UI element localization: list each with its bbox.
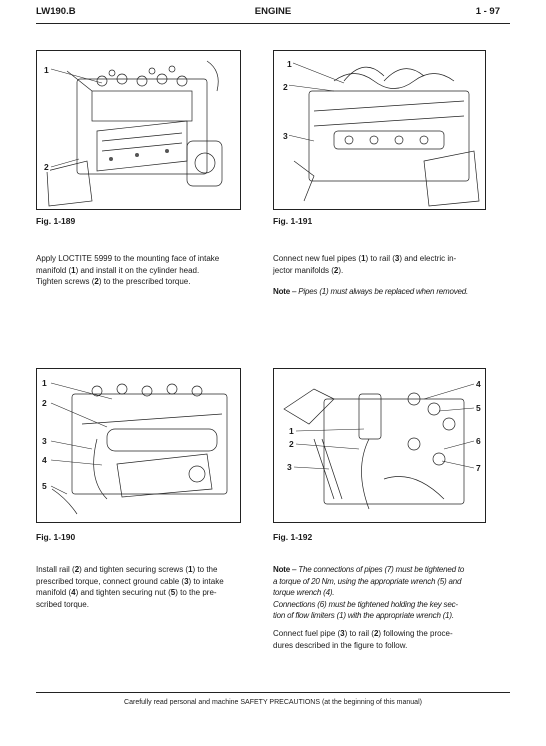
figure-caption: Fig. 1-189 — [36, 216, 76, 226]
callout-7: 7 — [476, 463, 481, 473]
callout-1: 1 — [42, 378, 47, 388]
callout-2: 2 — [44, 162, 49, 172]
note-paragraph: Note – Pipes (1) must always be replaced when removed. — [273, 287, 469, 296]
figure-1-190-image — [36, 368, 241, 523]
header-rule — [36, 23, 510, 24]
callout-1: 1 — [287, 59, 292, 69]
note-paragraph: Note – The connections of pipes (7) must be tightened to a torque of 20 Nm, using the appropriate wrench (5) and torque wrench (4). Connections (6) must be tightened holding the key sec- tion of flow limiters (1) with the appropriate wrench (1). — [273, 565, 465, 620]
footer-rule — [36, 692, 510, 693]
callout-3: 3 — [42, 436, 47, 446]
callout-4: 4 — [42, 455, 47, 465]
figure-caption: Fig. 1-191 — [273, 216, 313, 226]
engine-illustration — [274, 51, 486, 210]
callout-2: 2 — [42, 398, 47, 408]
engine-illustration — [37, 51, 241, 210]
figure-1-192-image — [273, 368, 486, 523]
manual-code: LW190.B — [36, 6, 76, 17]
page-number: 1 - 97 — [475, 6, 500, 17]
figure-caption: Fig. 1-192 — [273, 532, 313, 542]
callout-5: 5 — [476, 403, 481, 413]
engine-illustration — [37, 369, 241, 523]
footer-note: Carefully read personal and machine SAFETY PRECAUTIONS (at the beginning of this manual) — [124, 699, 422, 706]
callout-4: 4 — [476, 379, 481, 389]
callout-2: 2 — [289, 439, 294, 449]
callout-3: 3 — [287, 462, 292, 472]
callout-5: 5 — [42, 481, 47, 491]
callout-6: 6 — [476, 436, 481, 446]
figure-caption: Fig. 1-190 — [36, 532, 76, 542]
instruction-paragraph: Install rail (2) and tighten securing screws (1) to the prescribed torque, connect ground cable (3) to intake manifold (4) and tighten securing nut (5) to the pre- scribed torque. — [36, 565, 224, 609]
callout-1: 1 — [289, 426, 294, 436]
figure-1-191-image — [273, 50, 486, 210]
section-title: ENGINE — [254, 6, 292, 17]
callout-3: 3 — [283, 131, 288, 141]
figure-1-189-image — [36, 50, 241, 210]
engine-illustration — [274, 369, 486, 523]
instruction-paragraph: Apply LOCTITE 5999 to the mounting face of intake manifold (1) and install it on the cylinder head. Tighten screws (2) to the prescribed torque. — [36, 254, 220, 286]
callout-2: 2 — [283, 82, 288, 92]
instruction-paragraph: Connect fuel pipe (3) to rail (2) following the proce- dures described in the figure to follow. — [273, 629, 453, 650]
instruction-paragraph: Connect new fuel pipes (1) to rail (3) and electric in- jector manifolds (2). — [273, 254, 457, 275]
callout-1: 1 — [44, 65, 49, 75]
